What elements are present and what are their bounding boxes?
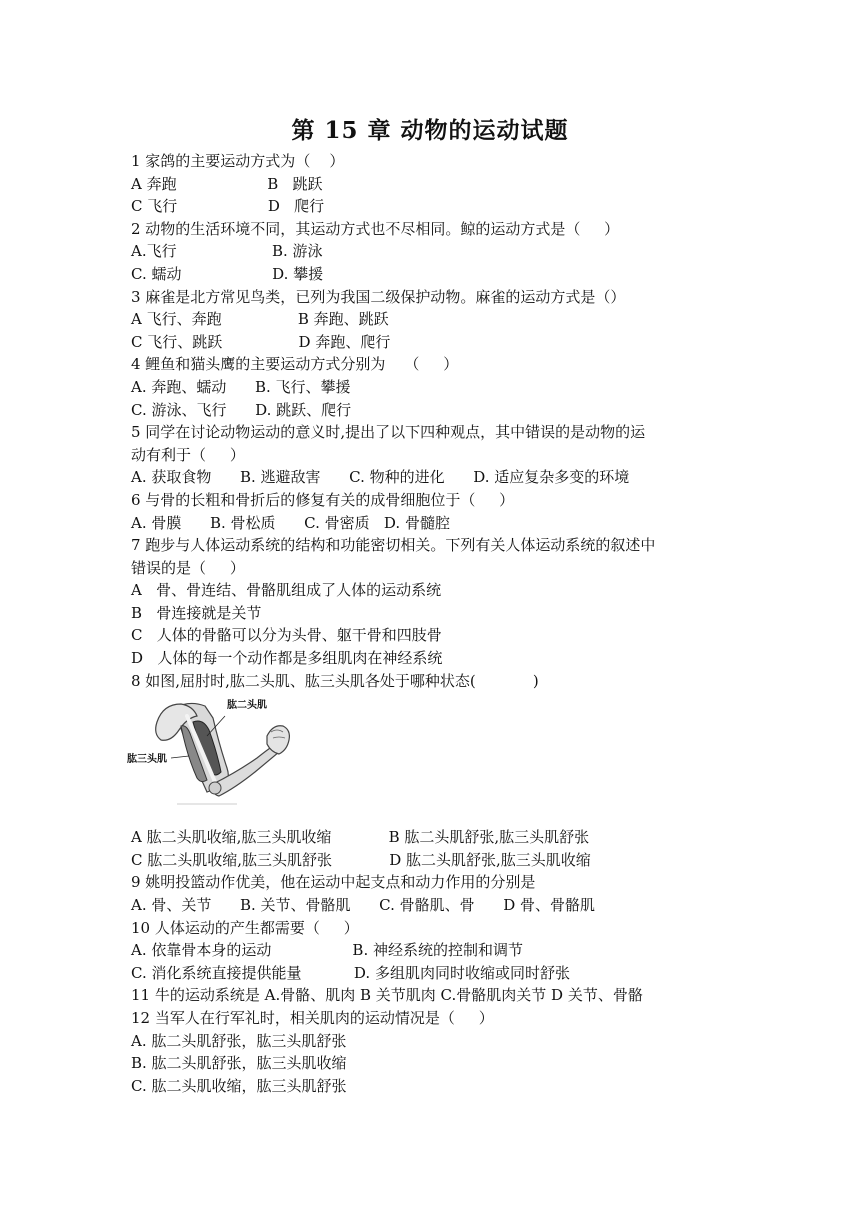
option-line: C. 游泳、飞行 D. 跳跃、爬行	[131, 400, 352, 419]
question-line: 12 当军人在行军礼时，相关肌肉的运动情况是（ ）	[131, 1009, 494, 1027]
question-line: 10 人体运动的产生都需要（ ）	[131, 918, 359, 937]
option-line: C. 消化系统直接提供能量 D. 多组肌肉同时收缩或同时舒张	[131, 963, 570, 982]
option-line: A 飞行、奔跑 B 奔跑、跳跃	[131, 310, 389, 329]
arm-diagram	[127, 696, 297, 818]
question-line: 错误的是（ ）	[131, 558, 245, 577]
option-line: A 骨、骨连结、骨骼肌组成了人体的运动系统	[131, 581, 442, 600]
question-line: 2 动物的生活环境不同，其运动方式也不尽相同。鲸的运动方式是（ ）	[131, 219, 620, 238]
option-line: B. 肱二头肌舒张，肱三头肌收缩	[131, 1054, 347, 1073]
question-line: 1 家鸽的主要运动方式为（ ）	[131, 152, 345, 170]
option-line: A. 骨膜 B. 骨松质 C. 骨密质 D. 骨髓腔	[131, 513, 450, 532]
question-list	[127, 150, 741, 1097]
option-line: A. 依靠骨本身的运动 B. 神经系统的控制和调节	[131, 941, 523, 960]
question-line: 4 鲤鱼和猫头鹰的主要运动方式分别为 （ ）	[131, 355, 459, 374]
option-line: C. 肱二头肌收缩，肱三头肌舒张	[131, 1076, 347, 1095]
option-line: D 人体的每一个动作都是多组肌肉在神经系统	[131, 649, 443, 668]
option-line: A. 获取食物 B. 逃避敌害 C. 物种的进化 D. 适应复杂多变的环境	[131, 468, 630, 487]
option-line: C 飞行、跳跃 D 奔跑、爬行	[131, 332, 391, 351]
option-line: A.飞行 B. 游泳	[131, 242, 323, 261]
question-line: 3 麻雀是北方常见鸟类，已列为我国二级保护动物。麻雀的运动方式是（）	[131, 287, 626, 306]
option-line: A. 骨、关节 B. 关节、骨骼肌 C. 骨骼肌、骨 D 骨、骨骼肌	[131, 896, 596, 915]
biceps-label: 肱二头肌	[227, 700, 267, 712]
option-line: C 飞行 D 爬行	[131, 197, 325, 216]
page-title: 第 15 章 动物的运动试题	[291, 117, 569, 144]
question-line: 5 同学在讨论动物运动的意义时,提出了以下四种观点，其中错误的是动物的运	[131, 423, 646, 442]
question-line: 8 如图,屈肘时,肱二头肌、肱三头肌各处于哪种状态( )	[131, 671, 539, 690]
option-line: C 肱二头肌收缩,肱三头肌舒张 D 肱二头肌舒张,肱三头肌收缩	[131, 850, 591, 869]
option-line: A. 奔跑、蠕动 B. 飞行、攀援	[131, 377, 351, 396]
question-line: 7 跑步与人体运动系统的结构和功能密切相关。下列有关人体运动系统的叙述中	[131, 536, 656, 555]
question-line: 9 姚明投篮动作优美，他在运动中起支点和动力作用的分别是	[131, 873, 536, 892]
triceps-label: 肱三头肌	[127, 754, 167, 766]
arm-muscle-figure	[127, 696, 741, 818]
option-line: A 肱二头肌收缩,肱三头肌收缩 B 肱二头肌舒张,肱三头肌舒张	[131, 828, 590, 847]
option-line: B 骨连接就是关节	[131, 603, 262, 622]
option-line: C. 蠕动 D. 攀援	[131, 264, 324, 283]
option-line: A 奔跑 B 跳跃	[131, 174, 323, 193]
question-line: 6 与骨的长粗和骨折后的修复有关的成骨细胞位于（ ）	[131, 490, 515, 509]
triceps-leader-line	[171, 756, 189, 758]
option-line: A. 肱二头肌舒张，肱三头肌舒张	[131, 1031, 347, 1050]
option-line: C 人体的骨骼可以分为头骨、躯干骨和四肢骨	[131, 626, 442, 645]
question-line: 11 牛的运动系统是 A.骨骼、肌肉 B 关节肌肉 C.骨骼肌肉关节 D 关节、骨骼	[131, 986, 643, 1005]
elbow-joint	[209, 782, 221, 794]
question-line: 动有利于（ ）	[131, 445, 245, 464]
